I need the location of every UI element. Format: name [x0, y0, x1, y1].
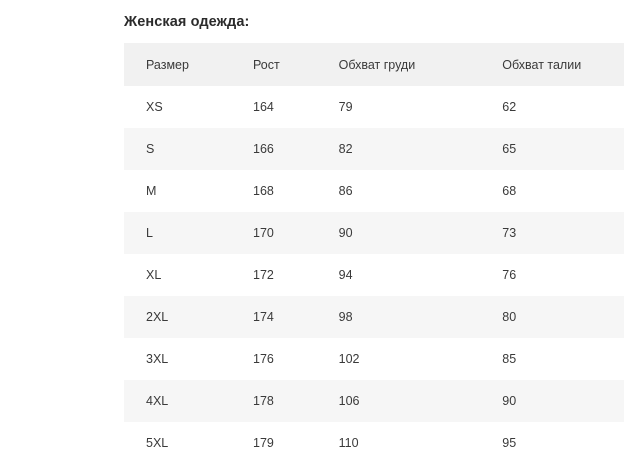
table-row — [124, 212, 624, 254]
cell-chest: 86 — [317, 170, 481, 212]
content-area — [124, 0, 624, 464]
cell-height: 179 — [231, 422, 317, 464]
cell-size: XL — [124, 254, 231, 296]
cell-height: 172 — [231, 254, 317, 296]
cell-height: 164 — [231, 86, 317, 128]
cell-chest: 82 — [317, 128, 481, 170]
cell-chest: 94 — [317, 254, 481, 296]
size-chart-table — [124, 43, 624, 464]
table-row — [124, 170, 624, 212]
cell-height: 168 — [231, 170, 317, 212]
cell-waist: 95 — [480, 422, 624, 464]
column-header-height: Рост — [231, 43, 317, 86]
cell-waist: 73 — [480, 212, 624, 254]
column-header-size: Размер — [124, 43, 231, 86]
cell-waist: 65 — [480, 128, 624, 170]
table-row — [124, 86, 624, 128]
cell-size: 3XL — [124, 338, 231, 380]
table-row — [124, 128, 624, 170]
cell-chest: 106 — [317, 380, 481, 422]
table-body — [124, 86, 624, 464]
table-row — [124, 380, 624, 422]
cell-waist: 90 — [480, 380, 624, 422]
table-row — [124, 296, 624, 338]
cell-height: 170 — [231, 212, 317, 254]
cell-waist: 76 — [480, 254, 624, 296]
cell-chest: 79 — [317, 86, 481, 128]
table-row — [124, 254, 624, 296]
cell-size: L — [124, 212, 231, 254]
table-header — [124, 43, 624, 86]
column-header-chest: Обхват груди — [317, 43, 481, 86]
cell-chest: 98 — [317, 296, 481, 338]
cell-chest: 110 — [317, 422, 481, 464]
table-row — [124, 338, 624, 380]
cell-chest: 90 — [317, 212, 481, 254]
cell-height: 174 — [231, 296, 317, 338]
cell-waist: 85 — [480, 338, 624, 380]
cell-height: 178 — [231, 380, 317, 422]
cell-size: XS — [124, 86, 231, 128]
cell-height: 176 — [231, 338, 317, 380]
table-row — [124, 422, 624, 464]
column-header-waist: Обхват талии — [480, 43, 624, 86]
cell-size: 4XL — [124, 380, 231, 422]
cell-size: S — [124, 128, 231, 170]
cell-waist: 62 — [480, 86, 624, 128]
cell-height: 166 — [231, 128, 317, 170]
cell-size: 2XL — [124, 296, 231, 338]
page-title: Женская одежда: — [124, 14, 250, 30]
cell-waist: 68 — [480, 170, 624, 212]
cell-size: 5XL — [124, 422, 231, 464]
cell-chest: 102 — [317, 338, 481, 380]
table-header-row — [124, 43, 624, 86]
cell-waist: 80 — [480, 296, 624, 338]
cell-size: M — [124, 170, 231, 212]
